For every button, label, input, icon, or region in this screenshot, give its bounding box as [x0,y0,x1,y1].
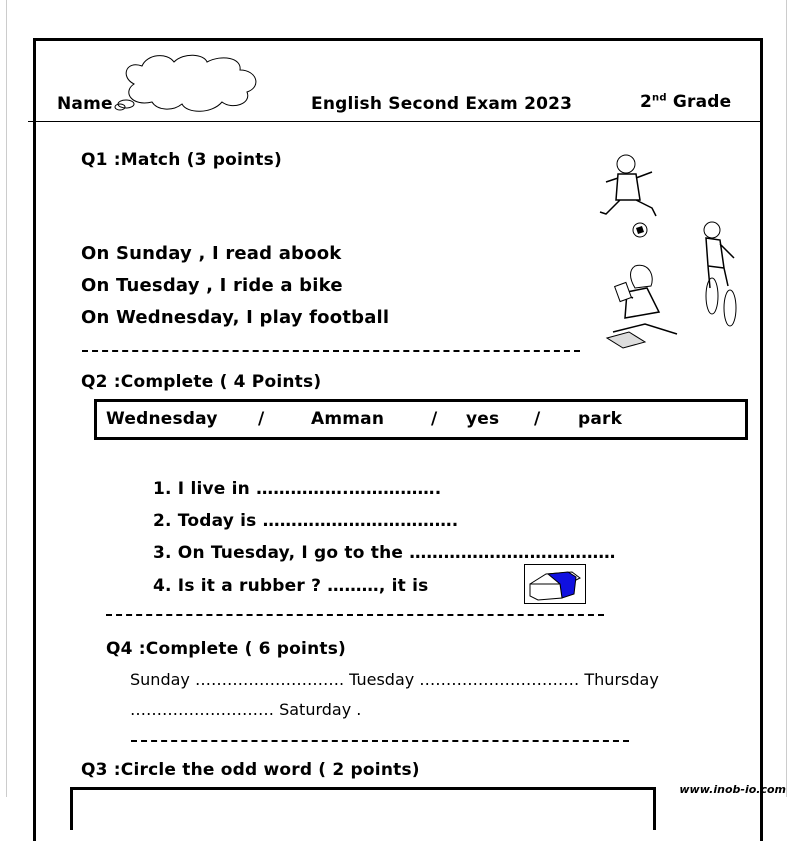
section-divider [131,740,629,742]
cyclist-image [690,218,750,328]
word-bank-item: park [578,409,623,429]
q3-box [70,787,656,830]
exam-title: English Second Exam 2023 [311,94,573,114]
word-bank-item: Amman [311,409,385,429]
grade-number: 2 [640,92,653,112]
watermark: www.inob-io.com [679,783,786,796]
football-boy-image [596,152,666,238]
q1-line: On Sunday , I read abook [81,243,342,264]
page-edge-right [786,0,787,797]
word-bank-item: Wednesday [106,409,218,429]
grade-word: Grade [672,92,732,112]
section-divider [106,614,604,616]
eraser-image [524,564,586,604]
q2-item: 4. Is it a rubber ? ………, it is [153,576,429,596]
word-bank-item: yes [466,409,500,429]
q4-title: Q4 :Complete ( 6 points) [106,639,346,659]
grade-label [640,92,731,112]
page-edge-left [6,0,7,797]
word-bank-separator: / [534,409,541,429]
q3-title: Q3 :Circle the odd word ( 2 points) [81,760,420,780]
q2-item: 1. I live in …………….……………. [153,479,442,499]
thought-cloud-icon [112,52,282,114]
q1-line: On Tuesday , I ride a bike [81,275,343,296]
reading-girl-image [605,262,685,350]
grade-suffix: nd [652,92,667,104]
q1-line: On Wednesday, I play football [81,307,390,328]
section-divider [82,350,580,352]
q2-item: 2. Today is ……………………………. [153,511,459,531]
q2-title: Q2 :Complete ( 4 Points) [81,372,322,392]
q4-sequence-line: ……………………… Saturday . [130,700,362,719]
q2-item: 3. On Tuesday, I go to the ……………………………… [153,543,616,563]
word-bank-separator: / [258,409,265,429]
q1-title: Q1 :Match (3 points) [81,150,282,170]
q4-sequence-line: Sunday ………………………. Tuesday ………………………… Thursday [130,670,659,689]
name-label: Name [57,94,113,114]
word-bank-separator: / [431,409,438,429]
header-divider [28,121,760,122]
